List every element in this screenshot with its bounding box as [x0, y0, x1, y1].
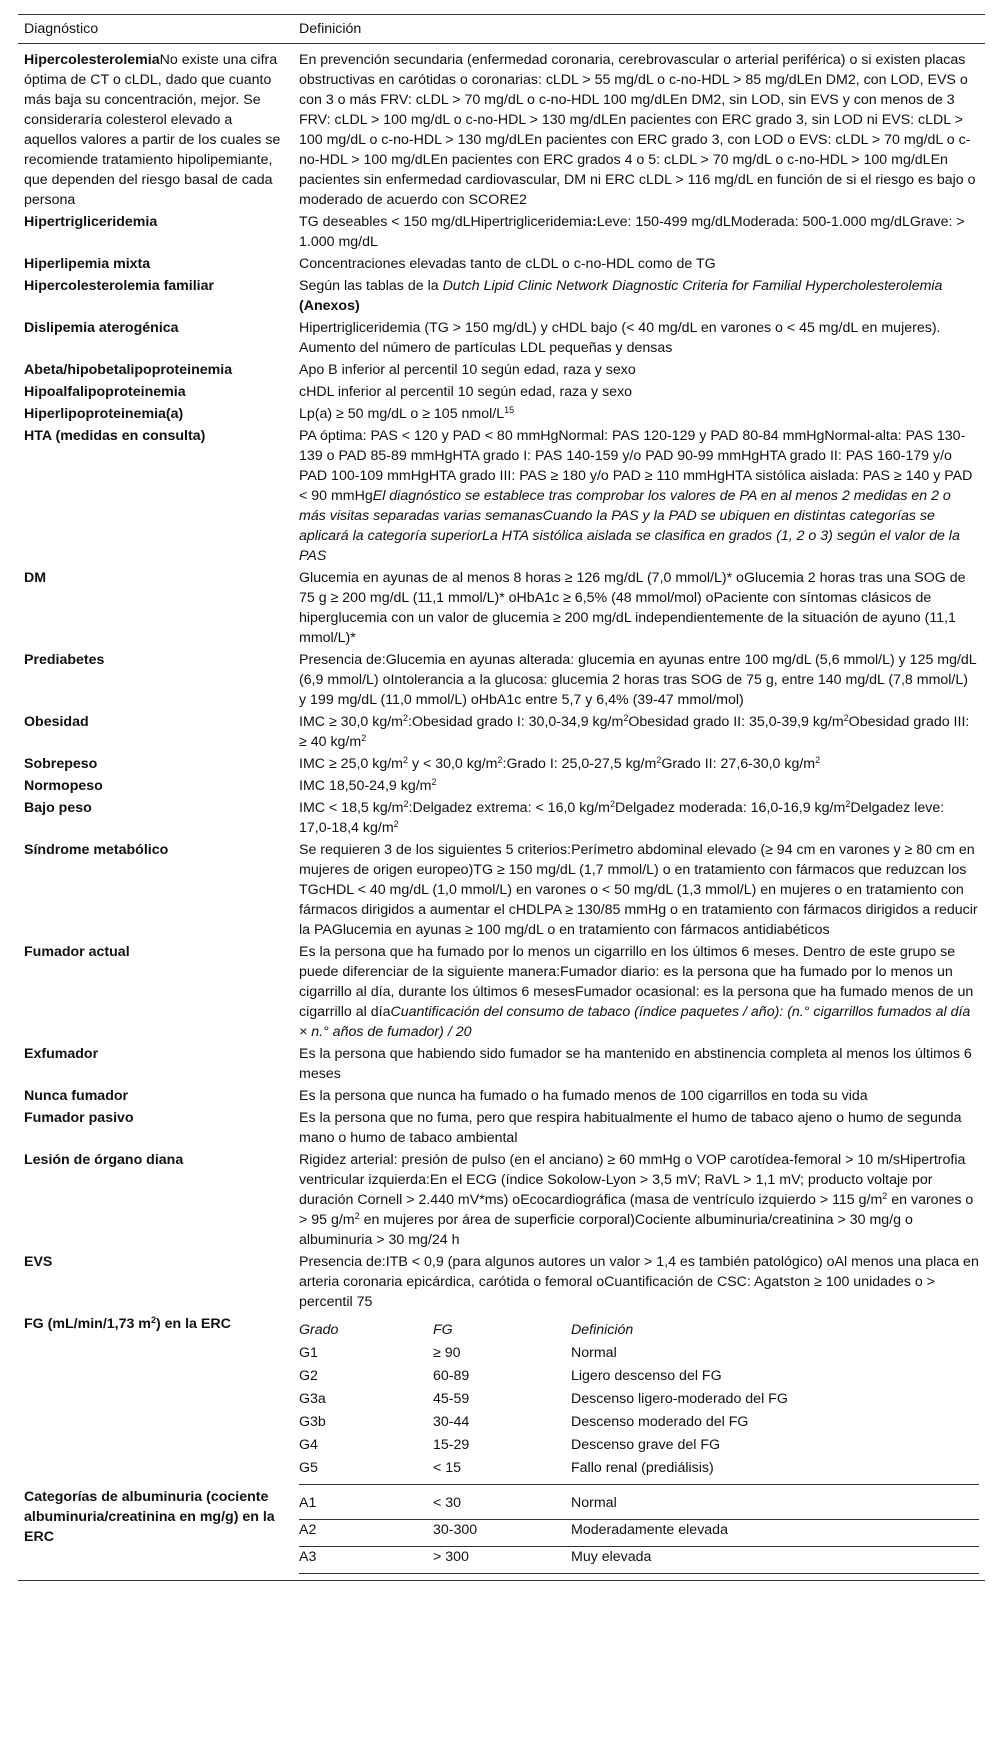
- term: Nunca fumador: [24, 1088, 129, 1104]
- header-diagnostico: Diagnóstico: [18, 15, 293, 44]
- row-albuminuria: [18, 1487, 985, 1581]
- row-exfumador: [18, 1044, 985, 1086]
- term-cell: [18, 1086, 293, 1108]
- albuminuria-row: A1 < 30 Normal: [299, 1487, 979, 1520]
- term-note: No existe una cifra óptima de CT o cLDL, dado que cuanto más baja su concentración, mejor. Se consideraría colesterol elevado a aquellos valores a partir de los cuales se recomiende tratamiento hipolipemiante, que dependen del riesgo basal de cada persona: [24, 52, 281, 208]
- term: Abeta/hipobetalipoproteinemia: [24, 362, 233, 378]
- term-cell: [18, 1487, 293, 1581]
- term-cell: [18, 840, 293, 942]
- term-cell: [18, 254, 293, 276]
- term: FG (mL/min/1,73 $m^2$) en la ERC: [24, 1315, 231, 1332]
- def-part: (Anexos): [299, 298, 360, 314]
- term-cell: [18, 942, 293, 1044]
- term-cell: [18, 382, 293, 404]
- def-part: TG deseables < 150 mg/dLHipertrigliceridemia: [299, 214, 592, 230]
- diagnosis-table: [18, 14, 985, 1581]
- term: Hiperlipoproteinemia(a): [24, 406, 184, 422]
- term: Fumador pasivo: [24, 1110, 134, 1126]
- definition: IMC 18,50-24,9 $kg/m^2$: [299, 777, 437, 794]
- term: Sobrepeso: [24, 756, 98, 772]
- definition: cHDL inferior al percentil 10 según edad, raza y sexo: [299, 384, 633, 400]
- definition: [293, 212, 985, 254]
- term-cell: [18, 1108, 293, 1150]
- definition: IMC ≥ 25,0 $kg/m^2$ y < 30,0 $kg/m^2:Grado$ I: 25,0-27,5 $kg/m^2Grado$ II: 27,6-30,0 $kg/m^2$: [299, 755, 821, 772]
- definition: [293, 1487, 985, 1581]
- fg-row: G5 < 15 Fallo renal (prediálisis): [299, 1458, 979, 1485]
- term-cell: [18, 212, 293, 254]
- term-cell: [18, 1150, 293, 1252]
- definition: [293, 404, 985, 426]
- header-definicion: Definición: [293, 15, 985, 44]
- row-bajo-peso: [18, 798, 985, 840]
- fg-row: G3b 30-44 Descenso moderado del FG: [299, 1414, 749, 1430]
- row-dm: [18, 568, 985, 650]
- row-evs: [18, 1252, 985, 1314]
- row-lesion-organo-diana: [18, 1150, 985, 1252]
- def-part: :: [591, 214, 597, 230]
- albuminuria-row: A3 > 300 Muy elevada: [299, 1547, 979, 1574]
- term: Síndrome metabólico: [24, 842, 169, 858]
- definition: [293, 276, 985, 318]
- term-cell: [18, 404, 293, 426]
- term: Hipertrigliceridemia: [24, 214, 158, 230]
- term: Fumador actual: [24, 944, 130, 960]
- row-abeta: [18, 360, 985, 382]
- albuminuria-subtable: [299, 1487, 979, 1574]
- row-hipercolesterolemia-familiar: [18, 276, 985, 318]
- definition: Es la persona que no fuma, pero que respira habitualmente el humo de tabaco ajeno o humo de segunda mano o humo de tabaco ambiental: [299, 1110, 962, 1146]
- definition: [293, 1314, 985, 1487]
- definition: Presencia de:Glucemia en ayunas alterada: glucemia en ayunas entre 100 mg/dL (5,6 mmol/L) y 125 mg/dL (6,9 mmol/L) oIntolerancia a la glucosa: glucemia 2 horas tras SOG de 75 g, entre 140 mg/dL (7,8 mmol/L) y 199 mg/dL (11,0 mmol/L) oHbA1c entre 5,7 y 6,4% (39-47 mmol/mol): [299, 652, 977, 708]
- row-hipertrigliceridemia: [18, 212, 985, 254]
- row-hiperlipemia-mixta: [18, 254, 985, 276]
- term-cell: [18, 650, 293, 712]
- row-fg-erc: [18, 1314, 985, 1487]
- term: EVS: [24, 1254, 53, 1270]
- term-cell: [18, 426, 293, 568]
- row-fumador-actual: [18, 942, 985, 1044]
- row-normopeso: [18, 776, 985, 798]
- term: Hiperlipemia mixta: [24, 256, 151, 272]
- row-nunca-fumador: [18, 1086, 985, 1108]
- row-hipoalfa: [18, 382, 985, 404]
- term: Normopeso: [24, 778, 103, 794]
- fg-row: G4 15-29 Descenso grave del FG: [299, 1437, 721, 1453]
- term: DM: [24, 570, 47, 586]
- definition: Presencia de:ITB < 0,9 (para algunos autores un valor > 1,4 es también patológico) oAl menos una placa en arteria coronaria epicárdica, carótida o femoral oCuantificación de CSC: Agatston ≥ 100 unidades o > percentil 75: [299, 1254, 979, 1310]
- definition: Se requieren 3 de los siguientes 5 criterios:Perímetro abdominal elevado (≥ 94 cm en varones y ≥ 80 cm en mujeres de origen europeo)TG ≥ 150 mg/dL (1,7 mmol/L) o en tratamiento con fármacos que reduzcan los TGcHDL < 40 mg/dL (1,0 mmol/L) en varones o < 50 mg/dL (1,3 mmol/L) en mujeres o en tratamiento con fármacos dirigidos a aumentar el cHDLPA ≥ 130/85 mmHg o en tratamiento con fármacos dirigidos a reducir la PAGlucemia en ayunas ≥ 100 mg/dL o en tratamiento con fármacos antidiabéticos: [299, 842, 978, 938]
- term: Hipercolesterolemia familiar: [24, 278, 215, 294]
- term: Bajo peso: [24, 800, 92, 816]
- definition: IMC < 18,5 $kg/m^2:Delgadez$ extrema: < 16,0 $kg/m^2Delgadez$ moderada: 16,0-16,9 $kg/m^2Delgadez$ leve: 17,0-18,4 $kg/m^2$: [299, 799, 945, 836]
- row-hta: [18, 426, 985, 568]
- subheader-definicion: Definición: [571, 1322, 634, 1338]
- term: Categorías de albuminuria (cociente albuminuria/creatinina en mg/g) en la ERC: [24, 1489, 275, 1545]
- term: Hipoalfalipoproteinemia: [24, 384, 186, 400]
- term-cell: [18, 360, 293, 382]
- subheader-grado: Grado: [299, 1322, 339, 1338]
- term: HTA (medidas en consulta): [24, 428, 206, 444]
- fg-subtable-header: [299, 1314, 979, 1343]
- def-part: PA óptima: PAS < 120 y PAD < 80 mmHgNormal: PAS 120-129 y PAD 80-84 mmHgNormal-alta: PAS 130-139 o PAD 85-89 mmHgHTA grado I: PAS 140-159 y/o PAD 90-99 mmHgHTA grado II: PAS 160-179 y/o PAD 100-109 mmHgHTA grado III: PAS ≥ 180 y/o PAD ≥ 110 mmHgHTA sistólica aislada: PAS ≥ 140 y PAD < 90 mmHg: [299, 428, 973, 504]
- definition: [293, 942, 985, 1044]
- term: Hipercolesterolemia: [24, 52, 160, 68]
- term-cell: [18, 798, 293, 840]
- fg-row: G3a 45-59 Descenso ligero-moderado del FG: [299, 1391, 788, 1407]
- definition: Concentraciones elevadas tanto de cLDL o c-no-HDL como de TG: [299, 256, 716, 272]
- subheader-fg: FG: [433, 1322, 453, 1338]
- term: Prediabetes: [24, 652, 105, 668]
- term: Lesión de órgano diana: [24, 1152, 184, 1168]
- term-cell: [18, 1252, 293, 1314]
- term-cell: [18, 568, 293, 650]
- term-cell: [18, 776, 293, 798]
- term: Exfumador: [24, 1046, 99, 1062]
- definition: [293, 426, 985, 568]
- def-part: Según las tablas de la: [299, 278, 443, 294]
- term-cell: [18, 1044, 293, 1086]
- fg-row: G1 ≥ 90 Normal: [299, 1345, 617, 1361]
- definition: Apo B inferior al percentil 10 según edad, raza y sexo: [299, 362, 636, 378]
- definition: En prevención secundaria (enfermedad coronaria, cerebrovascular o arterial periférica) o si existen placas obstructivas en carótidas o coronarias: cLDL > 55 mg/dL o c-no-HDL > 85 mg/dLEn DM2, con LOD, EVS o con 3 o más FRV: cLDL > 70 mg/dL o c-no-HDL 100 mg/dLEn DM2, sin LOD, sin EVS y con menos de 3 FRV: cLDL > 100 mg/dL o c-no-HDL > 130 mg/dLEn pacientes con ERC grado 3, sin LOD ni EVS: cLDL > 100 mg/dL o c-no-HDL > 130 mg/dLEn pacientes con ERC grado 3, con LOD o EVS: cLDL > 70 mg/dL o c-no-HDL > 100 mg/dLEn pacientes con ERC grados 4 o 5: cLDL > 70 mg/dL o c-no-HDL > 100 mg/dLEn pacientes sin enfermedad cardiovascular, DM ni ERC cLDL > 116 mg/dL en función de si el riesgo es bajo o moderado de acuerdo con SCORE2: [299, 52, 976, 208]
- definition: Hipertrigliceridemia (TG > 150 mg/dL) y cHDL bajo (< 40 mg/dL en varones o < 45 mg/dL en mujeres). Aumento del número de partículas LDL pequeñas y densas: [299, 320, 941, 356]
- row-sobrepeso: [18, 754, 985, 776]
- fg-row: G2 60-89 Ligero descenso del FG: [299, 1368, 722, 1384]
- albuminuria-row: A2 30-300 Moderadamente elevada: [299, 1520, 979, 1547]
- reference-superscript: 15: [504, 405, 515, 415]
- term-cell: [18, 712, 293, 754]
- row-sindrome-metabolico: [18, 840, 985, 942]
- def-part: Leve: 150-499 mg/dLModerada: 500-1.000 mg/dLGrave: > 1.000 mg/dL: [299, 214, 965, 250]
- row-fumador-pasivo: [18, 1108, 985, 1150]
- definition: Rigidez arterial: presión de pulso (en el anciano) ≥ 60 mmHg o VOP carotídea-femoral > 10 m/sHipertrofia ventricular izquierda:En el ECG (índice Sokolow-Lyon > 3,5 mV; RaVL > 1,1 mV; producto voltaje por duración Cornell > 2.440 mV*ms) oEcocardiográfica (masa de ventrículo izquierdo > 115 $g/m^2$ en varones o > 95 $g/m^2$ en mujeres por área de superficie corporal)Cociente albuminuria/creatinina > 30 mg/g o albuminuria > 30 mg/24 h: [299, 1152, 974, 1248]
- term-cell: [18, 276, 293, 318]
- fg-subtable: [299, 1314, 979, 1485]
- term-cell: [18, 754, 293, 776]
- row-dislipemia-aterogenica: [18, 318, 985, 360]
- def-italic: El diagnóstico se establece tras comprobar los valores de PA en al menos 2 medidas en 2 o más visitas separadas varias semanasCuando la PAS y la PAD se ubiquen en distintas categorías se aplicará la categoría superiorLa HTA sistólica aislada se clasifica en grados (1, 2 o 3) según el valor de la PAS: [299, 488, 960, 564]
- def-italic: Dutch Lipid Clinic Network Diagnostic Criteria for Familial Hypercholesterolemia: [442, 278, 943, 294]
- table-header-row: [18, 15, 985, 44]
- term: Obesidad: [24, 714, 89, 730]
- row-obesidad: [18, 712, 985, 754]
- definition: Glucemia en ayunas de al menos 8 horas ≥ 126 mg/dL (7,0 mmol/L)* oGlucemia 2 horas tras una SOG de 75 g ≥ 200 mg/dL (11,1 mmol/L)* oHbA1c ≥ 6,5% (48 mmol/mol) oPaciente con síntomas clásicos de hiperglucemia con un valor de glucemia ≥ 200 mg/dL independientemente de la situación de ayuno (11,1 mmol/L)*: [299, 570, 966, 646]
- term-cell: [18, 1314, 293, 1487]
- def-italic: Cuantificación del consumo de tabaco (índice paquetes / año): (n.° cigarrillos fumados al día × n.° años de fumador) / 20: [299, 1004, 971, 1040]
- definition: Es la persona que nunca ha fumado o ha fumado menos de 100 cigarrillos en toda su vida: [299, 1088, 868, 1104]
- def-part: Lp(a) ≥ 50 mg/dL o ≥ 105 nmol/L: [299, 406, 505, 422]
- row-prediabetes: [18, 650, 985, 712]
- def-part: Es la persona que ha fumado por lo menos un cigarrillo en los últimos 6 meses. Dentro de este grupo se puede diferenciar de la siguiente manera:Fumador diario: es la persona que ha fumado por lo menos un cigarrillo al día, durante los últimos 6 mesesFumador ocasional: es la persona que ha fumado menos de un cigarrillo al día: [299, 944, 974, 1020]
- row-lpa: [18, 404, 985, 426]
- definition: IMC ≥ 30,0 $kg/m^2:Obesidad$ grado I: 30,0-34,9 $kg/m^2Obesidad$ grado II: 35,0-39,9 $kg/m^2Obesidad$ grado III: ≥ 40 $kg/m^2$: [299, 713, 970, 750]
- term-cell: [18, 318, 293, 360]
- definition: Es la persona que habiendo sido fumador se ha mantenido en abstinencia completa al menos los últimos 6 meses: [299, 1046, 972, 1082]
- term-cell: [18, 44, 293, 213]
- row-hipercolesterolemia: [18, 44, 985, 213]
- term: Dislipemia aterogénica: [24, 320, 179, 336]
